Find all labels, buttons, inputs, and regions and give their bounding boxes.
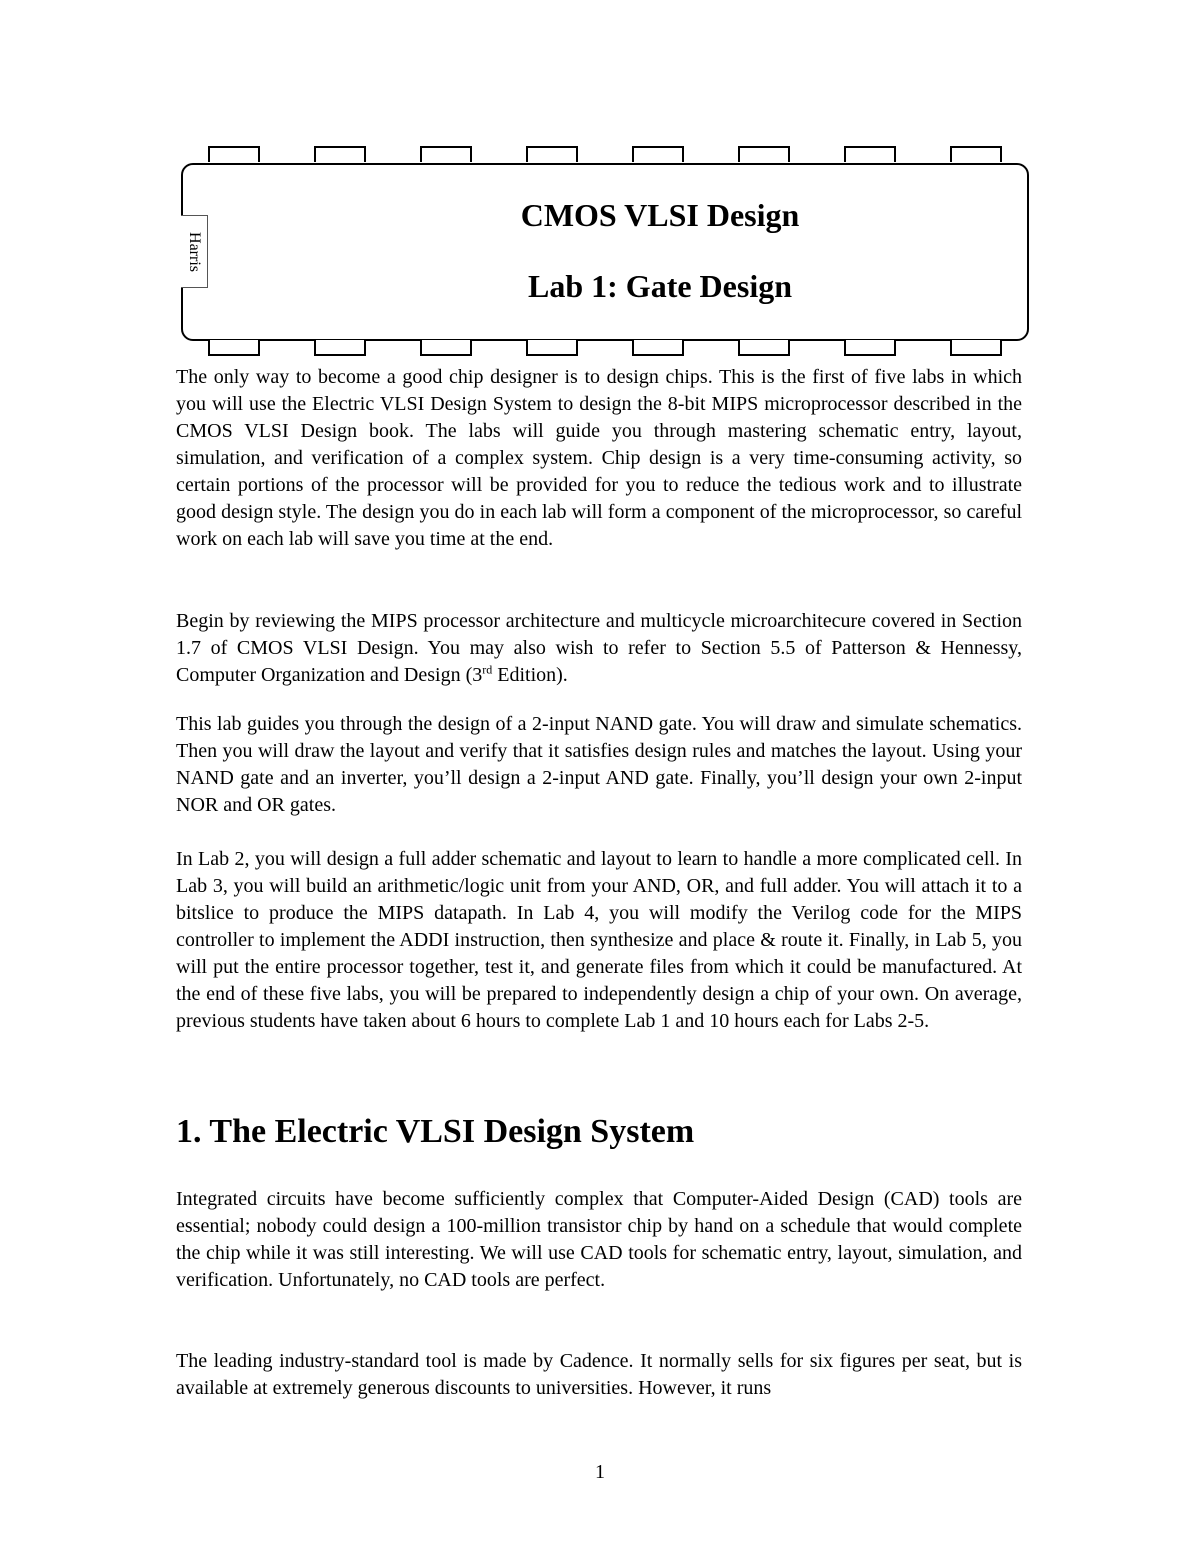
- intro-paragraph: The only way to become a good chip designer is to design chips. This is the first of five labs in which you will use the Electric VLSI Design System to design the 8-bit MIPS microprocessor described in the CMOS VLSI Design book. The labs will guide you through mastering schematic entry, layout, simulation, and verification of a complex system. Chip design is a very time-consuming activity, so certain portions of the processor will be provided for you to reduce the tedious work and to illustrate good design style. The design you do in each lab will form a component of the microprocessor, so careful work on each lab will save you time at the end.: [176, 366, 1022, 550]
- chip-pin-top-4: [526, 146, 578, 162]
- chip-pin-top-7: [844, 146, 896, 162]
- review-paragraph: [176, 608, 1022, 689]
- chip-pin-bottom-2: [314, 340, 366, 356]
- section-heading: 1. The Electric VLSI Design System: [176, 1113, 695, 1150]
- chip-pin-top-3: [420, 146, 472, 162]
- chip-pin-bottom-5: [632, 340, 684, 356]
- chip-pin-bottom-8: [950, 340, 1002, 356]
- chip-pin-bottom-6: [738, 340, 790, 356]
- author-label: Harris: [186, 231, 203, 272]
- chip-pin-bottom-4: [526, 340, 578, 356]
- banner-title: CMOS VLSI Design: [520, 197, 800, 233]
- chip-pin-top-5: [632, 146, 684, 162]
- review-text-end: Edition).: [492, 664, 568, 686]
- labs-schedule-paragraph: In Lab 2, you will design a full adder schematic and layout to learn to handle a more complicated cell. In Lab 3, you will build an arithmetic/logic unit from your AND, OR, and full adder. You will attach it to a bitslice to produce the MIPS datapath. In Lab 4, you will modify the Verilog code for the MIPS controller to implement the ADDI instruction, then synthesize and place & route it. Finally, in Lab 5, you will put the entire processor together, test it, and generate files from which it could be manufactured. At the end of these five labs, you will be prepared to independently design a chip of your own. On average, previous students have taken about 6 hours to complete Lab 1 and 10 hours each for Labs 2-5.: [176, 848, 1022, 1032]
- review-superscript: rd: [482, 662, 493, 677]
- page-number: 1: [595, 1461, 605, 1483]
- section-paragraph-cadence: The leading industry-standard tool is made by Cadence. It normally sells for six figures per seat, but is available at extremely generous discounts to universities. However, it runs: [176, 1350, 1022, 1399]
- chip-notch: [181, 215, 208, 288]
- chip-pin-bottom-1: [208, 340, 260, 356]
- banner-subtitle: Lab 1: Gate Design: [528, 268, 792, 304]
- section-paragraph-cad: Integrated circuits have become sufficiently complex that Computer-Aided Design (CAD) tools are essential; nobody could design a 100-million transistor chip by hand on a schedule that would complete the chip while it was still interesting. We will use CAD tools for schematic entry, layout, simulation, and verification. Unfortunately, no CAD tools are perfect.: [176, 1188, 1022, 1291]
- chip-body: [181, 163, 1029, 341]
- review-text: Begin by reviewing the MIPS processor architecture and multicycle microarchitecure covered in Section 1.7 of CMOS VLSI Design. You may also wish to refer to Section 5.5 of Patterson & Hennessy, Computer Organization and Design (3: [176, 610, 1022, 686]
- chip-pin-top-2: [314, 146, 366, 162]
- chip-pin-bottom-3: [420, 340, 472, 356]
- lab-overview-paragraph: This lab guides you through the design of a 2-input NAND gate. You will draw and simulate schematics. Then you will draw the layout and verify that it satisfies design rules and matches the layout. Using your NAND gate and an inverter, you’ll design a 2-input AND gate. Finally, you’ll design your own 2-input NOR and OR gates.: [176, 713, 1022, 816]
- chip-pin-top-8: [950, 146, 1002, 162]
- chip-pin-top-6: [738, 146, 790, 162]
- chip-pin-bottom-7: [844, 340, 896, 356]
- chip-pin-top-1: [208, 146, 260, 162]
